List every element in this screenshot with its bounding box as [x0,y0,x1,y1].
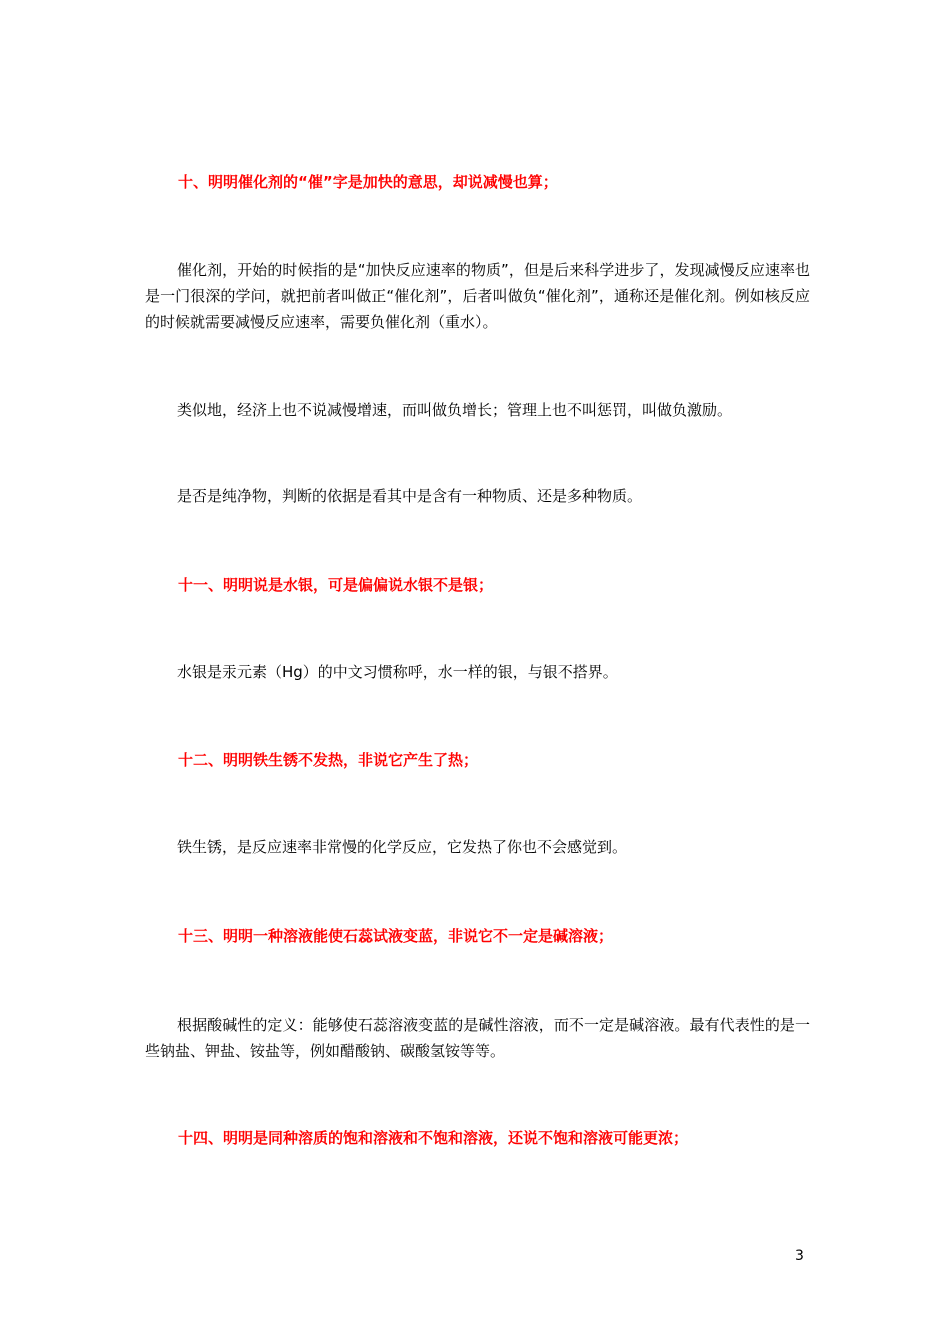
paragraph-litmus: 根据酸碱性的定义：能够使石蕊溶液变蓝的是碱性溶液，而不一定是碱溶液。最有代表性的是一些钠盐、钾盐、铵盐等，例如醋酸钠、碳酸氢铵等等。 [145,1016,810,1060]
paragraph-economy-analogy: 类似地，经济上也不说减慢增速，而叫做负增长；管理上也不叫惩罚，叫做负激励。 [177,401,733,419]
paragraph-catalyst-definition: 催化剂，开始的时候指的是“加快反应速率的物质”，但是后来科学进步了，发现减慢反应速率也是一门很深的学问，就把前者叫做正“催化剂”，后者叫做负“催化剂”，通称还是催化剂。例如核反应的时候就需要减慢反应速率，需要负催化剂（重水）。 [145,261,810,331]
paragraph-pure-substance: 是否是纯净物，判断的依据是看其中是含有一种物质、还是多种物质。 [177,487,643,505]
paragraph-mercury: 水银是汞元素（Hg）的中文习惯称呼，水一样的银，与银不搭界。 [177,663,618,681]
section-heading-11: 十一、明明说是水银，可是偏偏说水银不是银； [178,576,494,594]
page-number: 3 [795,1248,804,1264]
section-heading-12: 十二、明明铁生锈不发热，非说它产生了热； [178,751,479,769]
paragraph-iron-rust: 铁生锈，是反应速率非常慢的化学反应，它发热了你也不会感觉到。 [177,838,628,856]
section-heading-13: 十三、明明一种溶液能使石蕊试液变蓝，非说它不一定是碱溶液； [178,927,614,945]
section-heading-10: 十、明明催化剂的“催”字是加快的意思，却说减慢也算； [178,173,558,191]
section-heading-14: 十四、明明是同种溶质的饱和溶液和不饱和溶液，还说不饱和溶液可能更浓； [178,1129,689,1147]
